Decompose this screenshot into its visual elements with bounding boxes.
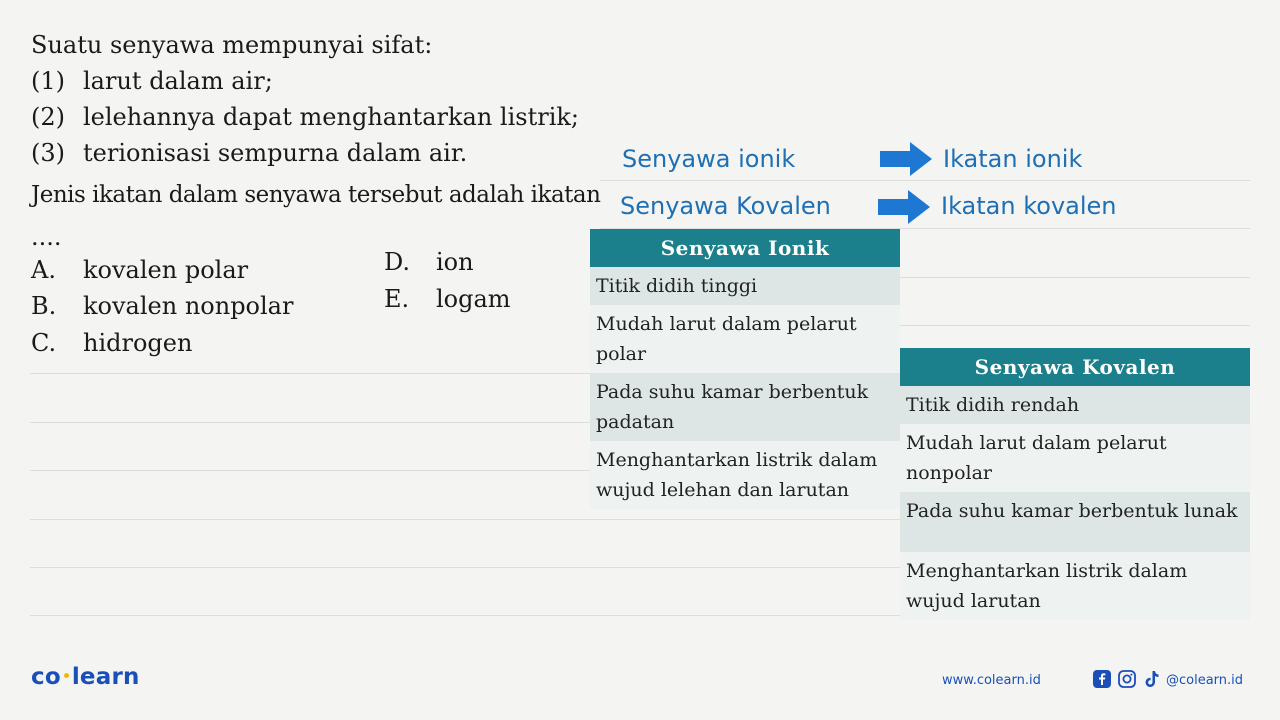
answer-blank: .... — [31, 223, 62, 251]
logo-right: learn — [71, 664, 140, 690]
option-text: kovalen nonpolar — [83, 292, 294, 320]
website-link[interactable]: www.colearn.id — [942, 673, 1041, 688]
option-d[interactable] — [384, 247, 474, 277]
option-letter: A. — [31, 256, 56, 284]
option-e[interactable] — [384, 284, 511, 314]
option-a[interactable] — [31, 255, 248, 285]
mapping-to-covalent: Ikatan kovalen — [941, 192, 1117, 220]
ruled-line — [30, 470, 600, 471]
property-number: (1) — [31, 67, 65, 95]
question-stem: Jenis ikatan dalam senyawa tersebut adalah ikatan — [31, 182, 601, 208]
option-letter: D. — [384, 248, 411, 276]
property-item-2 — [31, 102, 579, 132]
property-item-3 — [31, 138, 467, 168]
option-c[interactable] — [31, 328, 192, 358]
ruled-line — [600, 180, 1250, 181]
table-header: Senyawa Kovalen — [900, 348, 1250, 386]
ruled-line — [30, 422, 600, 423]
property-text: lelehannya dapat menghantarkan listrik; — [83, 103, 580, 131]
right-arrow-icon — [880, 142, 932, 176]
social-handle[interactable]: @colearn.id — [1166, 673, 1244, 688]
table-row: Menghantarkan listrik dalam wujud larutan — [900, 552, 1250, 620]
ruled-line — [30, 567, 900, 568]
option-letter: B. — [31, 292, 57, 320]
property-number: (3) — [31, 139, 65, 167]
logo-dot — [64, 673, 69, 678]
question-intro: Suatu senyawa mempunyai sifat: — [31, 31, 433, 59]
mapping-from-ionic: Senyawa ionik — [622, 145, 796, 173]
ruled-line — [900, 277, 1250, 278]
colearn-logo — [31, 664, 140, 690]
option-text: kovalen polar — [83, 256, 249, 284]
tiktok-icon[interactable] — [1143, 670, 1161, 688]
table-row: Titik didih rendah — [900, 386, 1250, 424]
mapping-from-covalent: Senyawa Kovalen — [620, 192, 831, 220]
property-text: terionisasi sempurna dalam air. — [83, 139, 468, 167]
table-row: Pada suhu kamar berbentuk padatan — [590, 373, 900, 441]
ionic-properties-table — [590, 229, 900, 509]
table-row: Pada suhu kamar berbentuk lunak — [900, 492, 1250, 552]
mapping-to-ionic: Ikatan ionik — [943, 145, 1083, 173]
table-row: Menghantarkan listrik dalam wujud lelehan dan larutan — [590, 441, 900, 509]
facebook-icon[interactable] — [1093, 670, 1111, 688]
ruled-line — [30, 519, 900, 520]
instagram-icon[interactable] — [1118, 670, 1136, 688]
covalent-properties-table — [900, 348, 1250, 620]
property-text: larut dalam air; — [83, 67, 273, 95]
table-row: Titik didih tinggi — [590, 267, 900, 305]
option-letter: C. — [31, 329, 57, 357]
logo-left: co — [31, 664, 61, 690]
ruled-line — [900, 325, 1250, 326]
table-row: Mudah larut dalam pelarut nonpolar — [900, 424, 1250, 492]
option-text: logam — [436, 285, 511, 313]
property-item-1 — [31, 66, 273, 96]
property-number: (2) — [31, 103, 65, 131]
right-arrow-icon — [878, 190, 930, 224]
option-letter: E. — [384, 285, 410, 313]
table-row: Mudah larut dalam pelarut polar — [590, 305, 900, 373]
option-b[interactable] — [31, 291, 293, 321]
ruled-line — [30, 373, 600, 374]
option-text: hidrogen — [83, 329, 193, 357]
option-text: ion — [436, 248, 474, 276]
table-header: Senyawa Ionik — [590, 229, 900, 267]
